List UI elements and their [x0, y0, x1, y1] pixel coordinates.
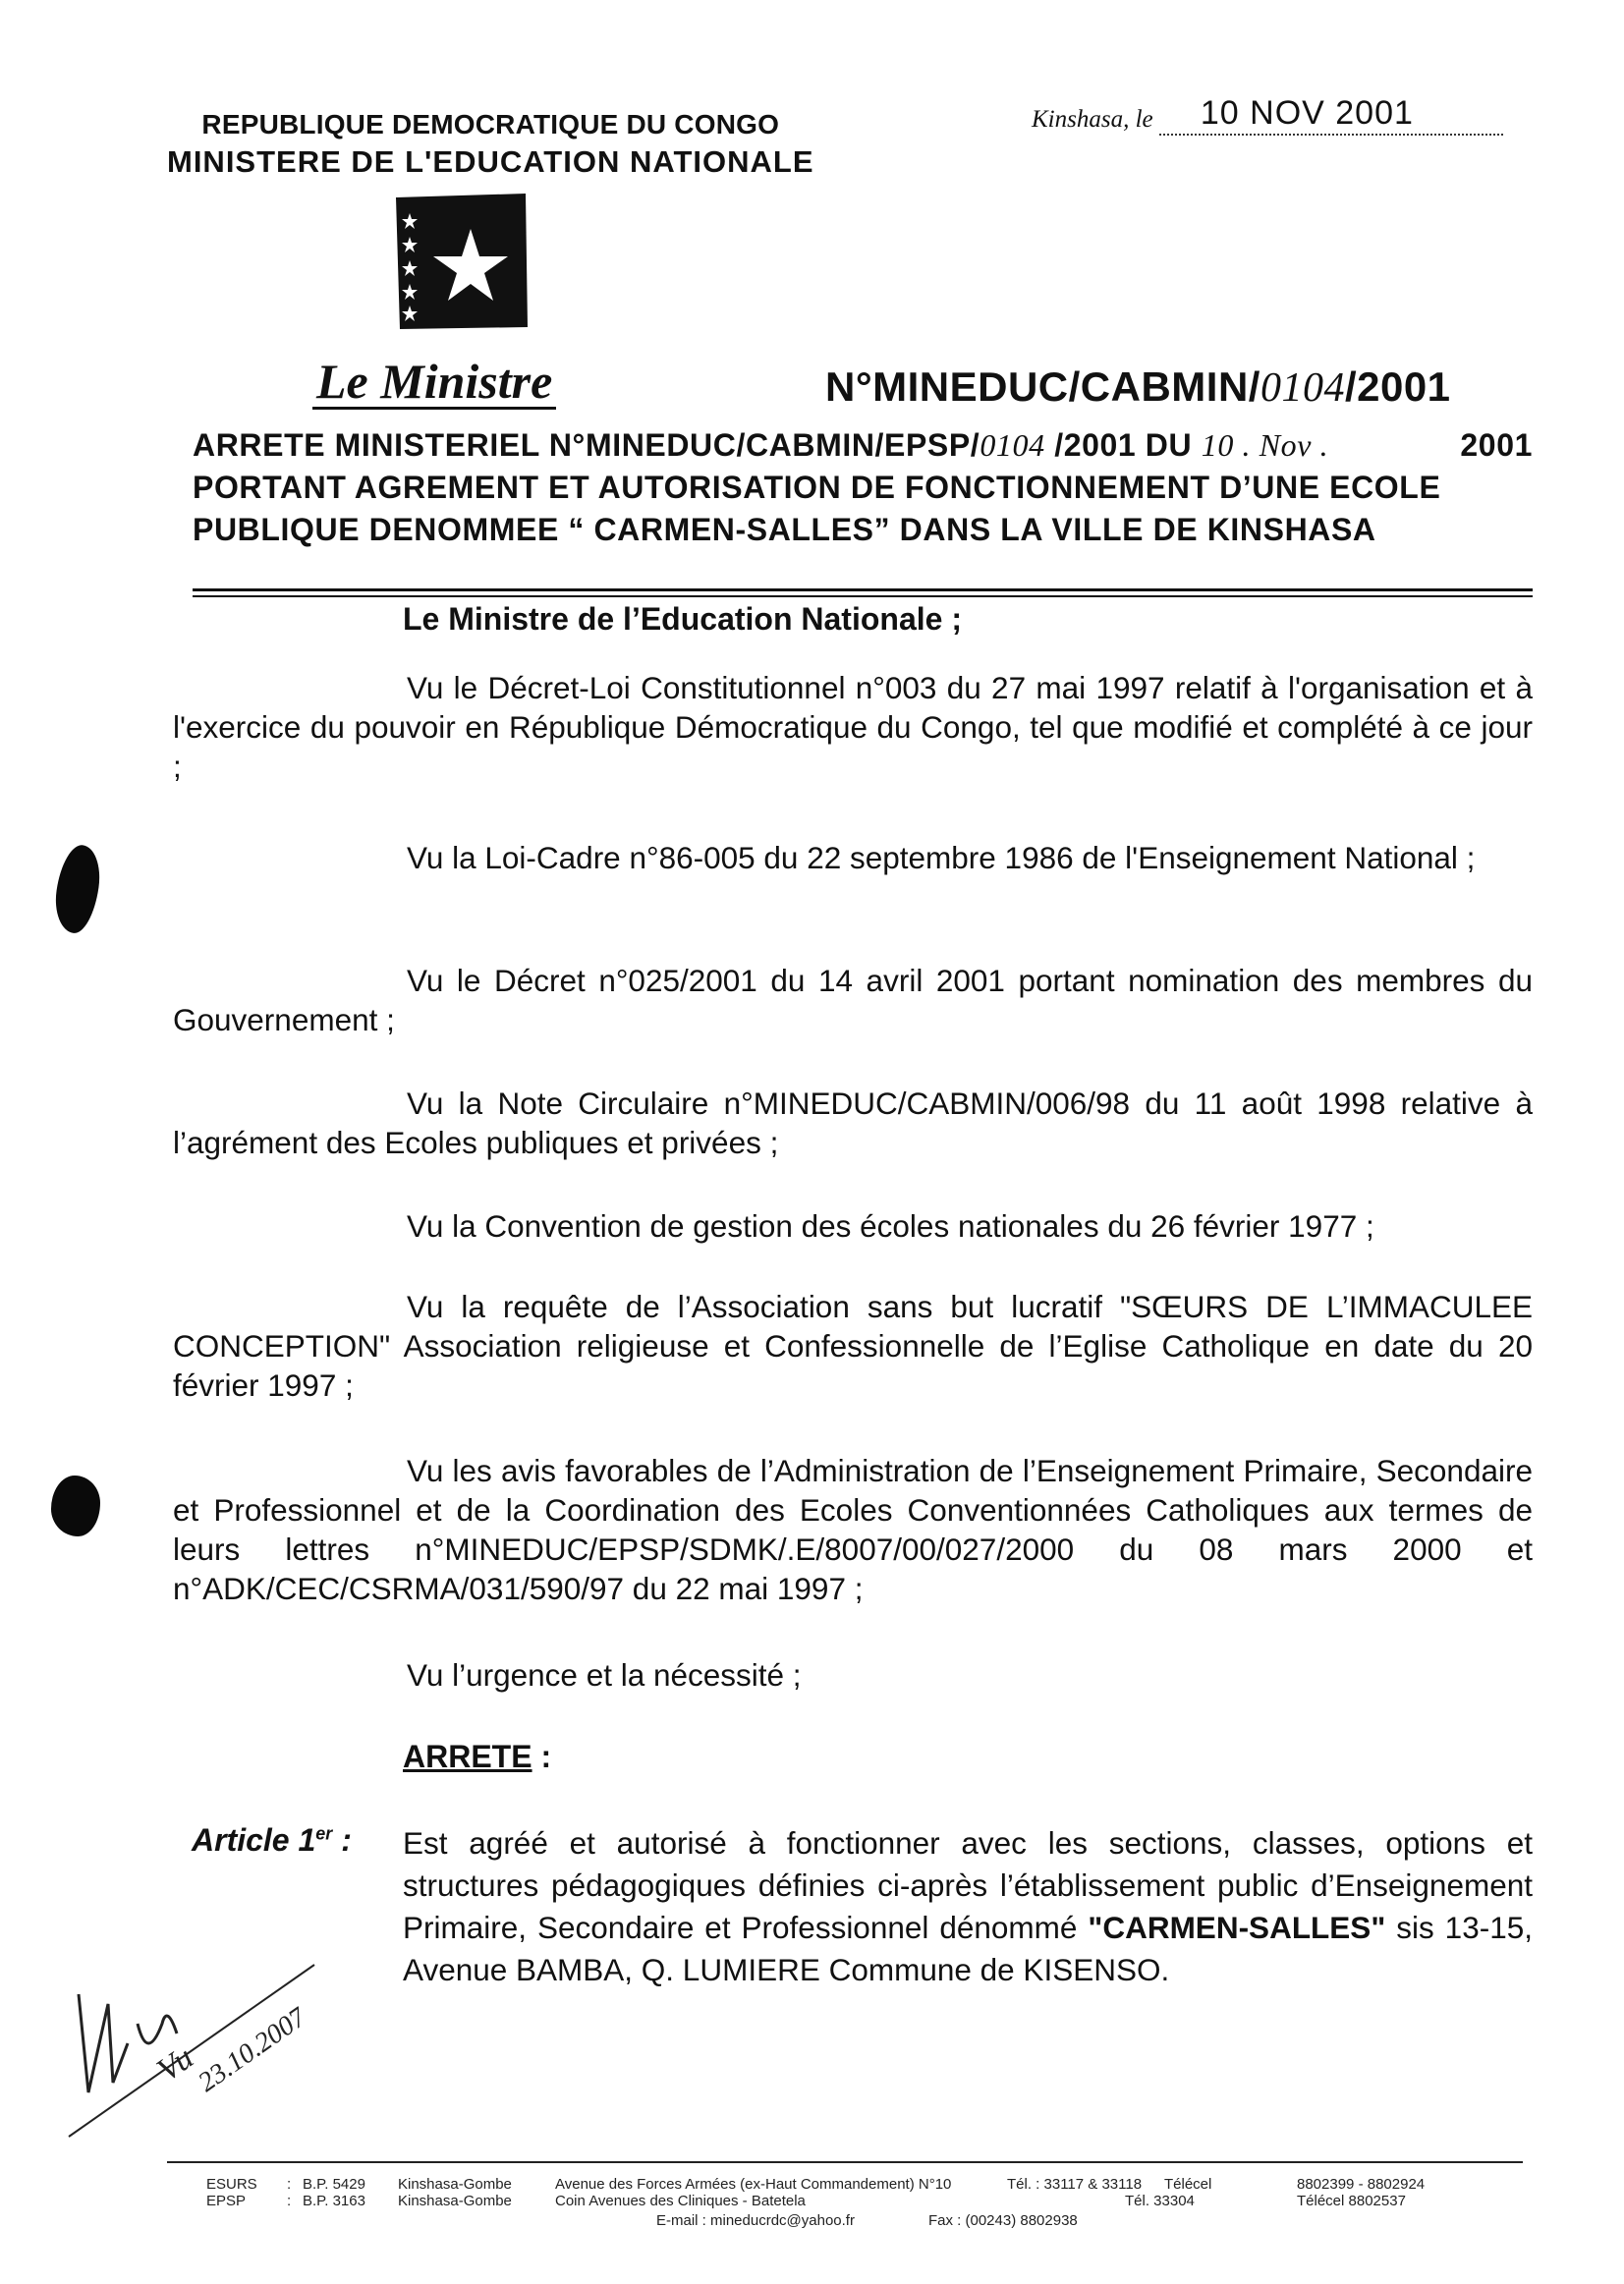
place-date [1032, 94, 1503, 136]
drc-flag-icon [388, 192, 531, 331]
vu-text: Vu le Décret n°025/2001 du 14 avril 2001 portant nomination des membres du Gouvernement ; [173, 963, 1533, 1037]
letterhead [167, 106, 814, 181]
school-name: "CARMEN-SALLES" [1088, 1910, 1386, 1945]
reference-number [825, 363, 1451, 412]
title-handwritten-number: 0104 [980, 427, 1045, 463]
footer-colon-1: : [287, 2176, 292, 2193]
title-rule-double [193, 595, 1533, 597]
ref-prefix: N°MINEDUC/CABMIN/ [825, 363, 1260, 410]
footer-telecel1: Télécel [1164, 2176, 1212, 2193]
article-1-label [192, 1822, 352, 1859]
ink-blot-top [51, 843, 104, 936]
place-label: Kinshasa, le [1032, 106, 1153, 133]
footer-addr2: Coin Avenues des Cliniques - Batetela [555, 2193, 806, 2209]
vu-text: Vu la Loi-Cadre n°86-005 du 22 septembre 1986 de l'Enseignement National ; [407, 840, 1476, 875]
article-1-text [403, 1822, 1533, 1991]
footer-epsp: EPSP [206, 2193, 247, 2209]
ink-blot-bottom [51, 1476, 100, 1536]
decree-title [193, 424, 1533, 551]
article-sup: er [315, 1823, 333, 1844]
initials-text: Vu [150, 2039, 200, 2089]
title-line-3: PUBLIQUE DENOMMEE “ CARMEN-SALLES” DANS LA VILLE DE KINSHASA [193, 512, 1376, 547]
article-text-a: Est agréé et autorisé à fonctionner avec les sections, classes, options et structures pédagogiques définies ci-après l’établissement public d’Enseignement Primaire, Secondaire et Professionnel dénommé [403, 1825, 1533, 1945]
title-handwritten-date: 10 . Nov . [1201, 427, 1329, 463]
vu-paragraph-1 [173, 668, 1533, 786]
vu-paragraph-4 [173, 1084, 1533, 1162]
footer-bp1: B.P. 5429 [303, 2176, 365, 2193]
vu-text: Vu l’urgence et la nécessité ; [407, 1657, 802, 1693]
ref-handwritten-number: 0104 [1260, 365, 1345, 411]
footer-addr1: Avenue des Forces Armées (ex-Haut Commandement) N°10 [555, 2176, 952, 2193]
footer-bp2: B.P. 3163 [303, 2193, 365, 2209]
handwritten-initials [59, 1945, 354, 2142]
title-line-2: PORTANT AGREMENT ET AUTORISATION DE FONCTIONNEMENT D’UNE ECOLE [193, 470, 1441, 505]
arrete-colon: : [540, 1739, 552, 1774]
title-ref: ARRETE MINISTERIEL N°MINEDUC/CABMIN/EPSP/ [193, 427, 980, 463]
title-rule [193, 588, 1533, 591]
initials-date: 23.10.2007 [193, 2002, 312, 2098]
footer-city2: Kinshasa-Gombe [398, 2193, 512, 2209]
title-line-1 [193, 424, 1533, 467]
article-label-text: Article 1 [192, 1822, 316, 1858]
footer-colon-2: : [287, 2193, 292, 2209]
title-du: /2001 DU [1054, 427, 1193, 463]
vu-text: Vu la Convention de gestion des écoles nationales du 26 février 1977 ; [407, 1208, 1374, 1244]
ministry-name: MINISTERE DE L'EDUCATION NATIONALE [167, 144, 814, 179]
vu-paragraph-7 [173, 1451, 1533, 1608]
date-stamp: 10 NOV 2001 [1200, 94, 1414, 132]
footer-tel1: Tél. : 33117 & 33118 [1007, 2176, 1143, 2193]
article-colon: : [332, 1822, 352, 1858]
vu-text: Vu la requête de l’Association sans but lucratif "SŒURS DE L’IMMACULEE CONCEPTION" Association religieuse et Confessionnelle de l’Eglise Catholique en date du 20 février 1997 ; [173, 1289, 1533, 1403]
footer-num1: 8802399 - 8802924 [1297, 2176, 1426, 2193]
vu-paragraph-8 [173, 1655, 1533, 1695]
vu-text: Vu la Note Circulaire n°MINEDUC/CABMIN/006/98 du 11 août 1998 relative à l’agrément des Ecoles publiques et privées ; [173, 1086, 1533, 1160]
arrete-word: ARRETE [403, 1739, 532, 1774]
title-year: 2001 [1460, 427, 1533, 463]
vu-paragraph-5 [173, 1206, 1533, 1246]
vu-paragraph-6 [173, 1287, 1533, 1405]
ref-suffix: /2001 [1344, 363, 1451, 410]
footer-num2: Télécel 8802537 [1297, 2193, 1406, 2209]
footer-fax: Fax : (00243) 8802938 [928, 2212, 1078, 2229]
vu-text: Vu les avis favorables de l’Administration de l’Enseignement Primaire, Secondaire et Professionnel et de la Coordination des Ecoles Conventionnées Catholiques aux termes de leurs lettres n°MINEDUC/EPSP/SDMK/.E/8007/00/027/2000 du 08 mars 2000 et n°ADK/CEC/CSRMA/031/590/97 du 22 mai 1997 ; [173, 1453, 1533, 1606]
footer-email: E-mail : mineducrdc@yahoo.fr [656, 2212, 855, 2229]
footer-tel2: Tél. 33304 [1125, 2193, 1195, 2209]
vu-text: Vu le Décret-Loi Constitutionnel n°003 du 27 mai 1997 relatif à l'organisation et à l'exercice du pouvoir en République Démocratique du Congo, tel que modifié et complété à ce jour ; [173, 670, 1533, 784]
vu-paragraph-3 [173, 961, 1533, 1039]
republic-name: REPUBLIQUE DEMOCRATIQUE DU CONGO [201, 109, 780, 139]
date-dotted-line [1159, 94, 1503, 136]
vu-paragraph-2 [173, 838, 1533, 877]
footer-esurs: ESURS [206, 2176, 257, 2193]
body-heading: Le Ministre de l’Education Nationale ; [403, 601, 962, 637]
footer-city1: Kinshasa-Gombe [398, 2176, 512, 2193]
footer-rule [167, 2161, 1523, 2163]
le-ministre-signature: Le Ministre [312, 356, 556, 410]
article-text-b: sis 13-15, Avenue BAMBA, Q. LUMIERE Commune de KISENSO. [403, 1910, 1533, 1987]
arrete-heading [403, 1739, 551, 1775]
